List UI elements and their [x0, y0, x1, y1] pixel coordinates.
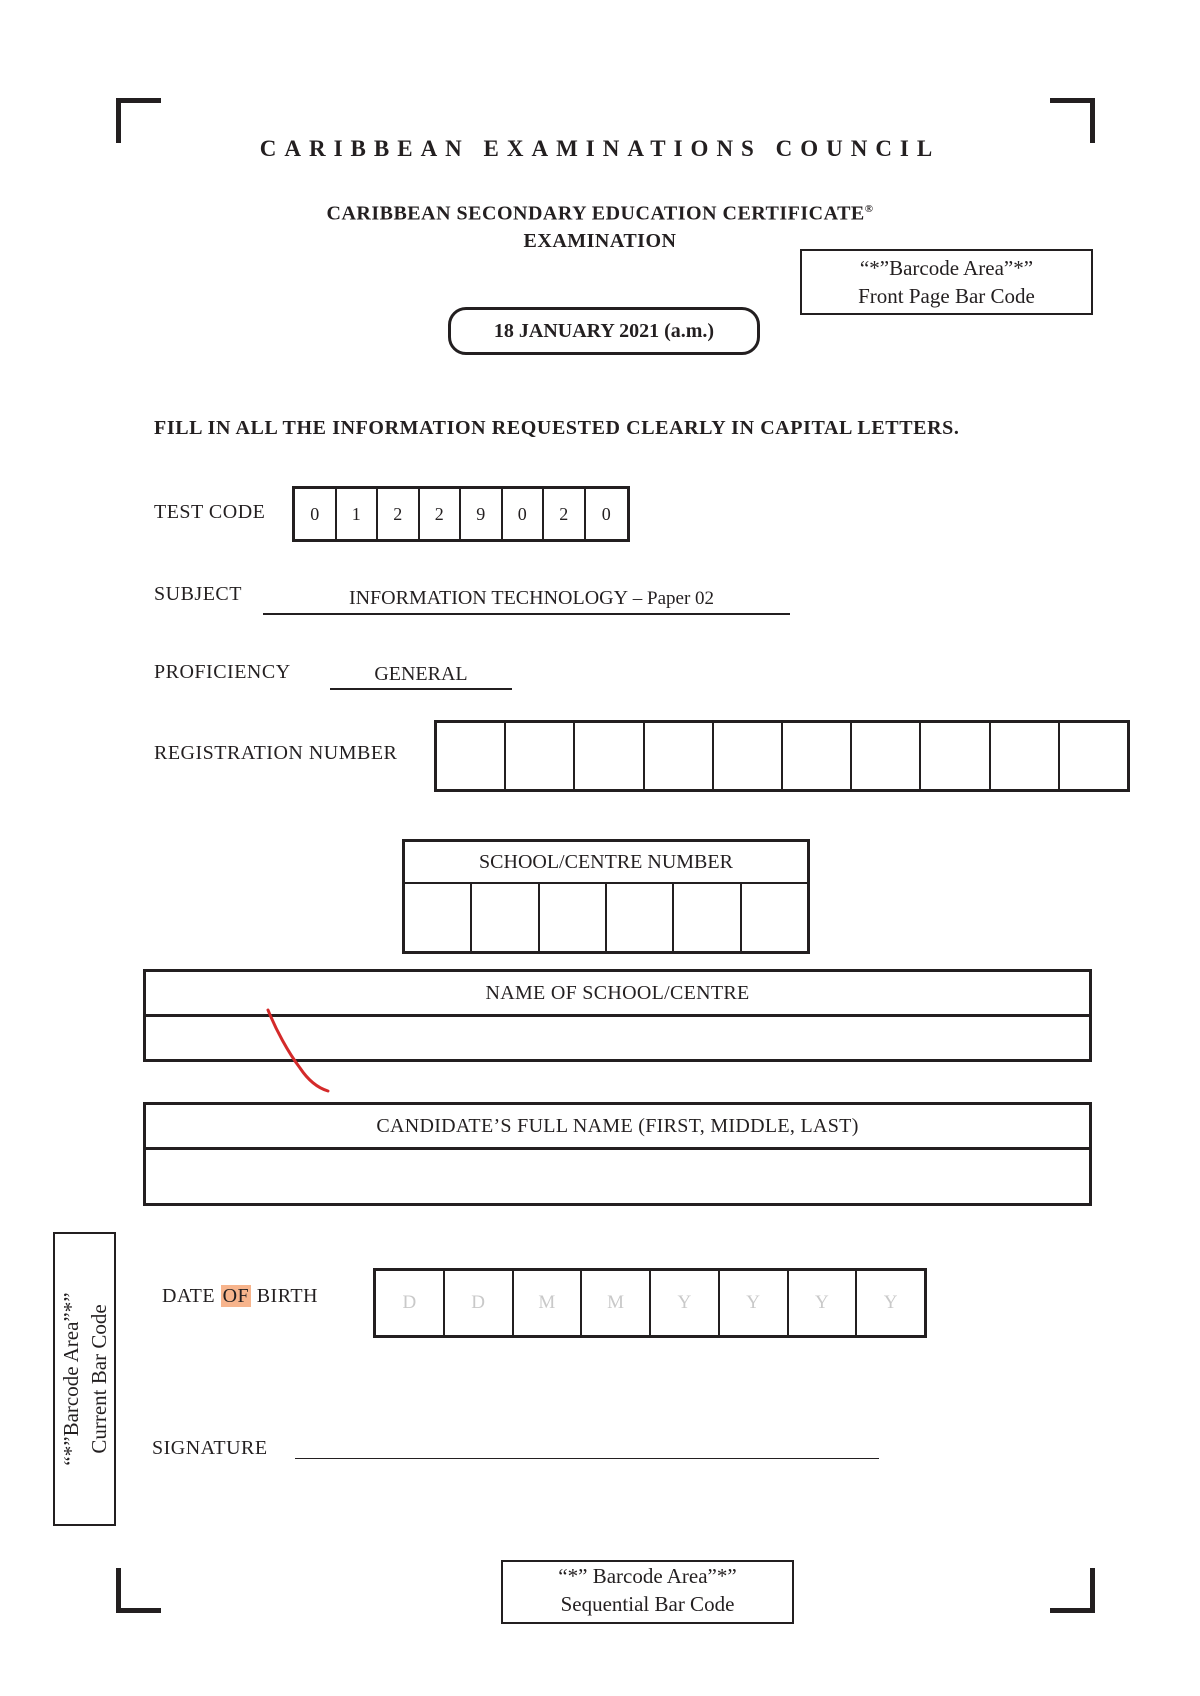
certificate-title [0, 196, 1200, 255]
certificate-title-line1: CARIBBEAN SECONDARY EDUCATION CERTIFICATE [326, 202, 865, 225]
certificate-title-line2: EXAMINATION [523, 229, 677, 252]
candidate-name-field[interactable] [146, 1150, 1089, 1206]
test-code-digit: 1 [337, 489, 379, 539]
front-barcode-line1: “*”Barcode Area”*” [859, 256, 1034, 280]
dob-day-box[interactable]: D [445, 1271, 514, 1335]
test-code-digit: 2 [378, 489, 420, 539]
school-centre-number-cell[interactable] [405, 884, 472, 954]
sequential-barcode-area [501, 1560, 794, 1624]
front-page-barcode-area [800, 249, 1093, 315]
test-code-grid [292, 486, 630, 542]
school-centre-number-label: SCHOOL/CENTRE NUMBER [405, 842, 807, 884]
sequential-barcode-line1: “*” Barcode Area”*” [558, 1564, 737, 1588]
name-of-school-box [143, 969, 1092, 1062]
school-centre-number-cell[interactable] [607, 884, 674, 954]
subject-dash: – [628, 588, 648, 609]
test-code-digit: 2 [544, 489, 586, 539]
registration-number-box[interactable] [991, 723, 1060, 789]
dob-label-part2: BIRTH [251, 1285, 318, 1307]
instruction-text: FILL IN ALL THE INFORMATION REQUESTED CLEARLY IN CAPITAL LETTERS. [154, 417, 960, 439]
test-code-digit: 0 [601, 503, 611, 524]
registration-number-box[interactable] [645, 723, 714, 789]
dob-year-box[interactable]: Y [789, 1271, 858, 1335]
current-barcode-line1: “*”Barcode Area”*” [58, 1292, 83, 1466]
front-barcode-line2: Front Page Bar Code [858, 284, 1035, 308]
sequential-barcode-line2: Sequential Bar Code [560, 1592, 735, 1616]
registration-number-grid [434, 720, 1130, 792]
signature-label: SIGNATURE [152, 1437, 268, 1459]
school-centre-number-cell[interactable] [472, 884, 539, 954]
date-of-birth-grid [373, 1268, 927, 1338]
subject-paper: Paper 02 [647, 588, 715, 609]
test-code-digit: 0 [503, 489, 545, 539]
current-barcode-line2: Current Bar Code [86, 1304, 111, 1454]
date-of-birth-label [162, 1285, 318, 1308]
registered-mark: ® [864, 203, 874, 215]
candidate-name-label: CANDIDATE’S FULL NAME (FIRST, MIDDLE, LAST) [146, 1105, 1089, 1150]
dob-label-part1: DATE [162, 1285, 221, 1307]
signature-line[interactable] [295, 1458, 879, 1459]
dob-year-box[interactable]: Y [883, 1292, 898, 1313]
name-of-school-field[interactable] [146, 1017, 1089, 1062]
registration-number-box[interactable] [714, 723, 783, 789]
dob-month-box[interactable]: M [582, 1271, 651, 1335]
exam-date-badge: 18 JANUARY 2021 (a.m.) [448, 307, 760, 355]
school-centre-number-cell[interactable] [674, 884, 741, 954]
corner-mark-bottom-right [1050, 1568, 1095, 1613]
registration-number-box[interactable] [852, 723, 921, 789]
school-centre-number-cell[interactable] [540, 884, 607, 954]
registration-number-box[interactable] [506, 723, 575, 789]
current-barcode-area [53, 1232, 116, 1526]
registration-number-box[interactable] [921, 723, 990, 789]
test-code-digit: 9 [461, 489, 503, 539]
dob-highlighted-word: OF [222, 1285, 250, 1307]
test-code-digit: 0 [295, 489, 337, 539]
registration-number-box[interactable] [575, 723, 644, 789]
subject-value: INFORMATION TECHNOLOGY [348, 587, 629, 609]
subject-field[interactable] [263, 584, 790, 615]
registration-number-box[interactable] [1060, 723, 1127, 789]
dob-year-box[interactable]: Y [651, 1271, 720, 1335]
test-code-label: TEST CODE [154, 501, 266, 523]
registration-number-label: REGISTRATION NUMBER [154, 742, 398, 764]
council-title: CARIBBEAN EXAMINATIONS COUNCIL [259, 136, 941, 161]
dob-year-box[interactable]: Y [720, 1271, 789, 1335]
proficiency-label: PROFICIENCY [154, 661, 291, 683]
registration-number-box[interactable] [437, 723, 506, 789]
dob-month-box[interactable]: M [514, 1271, 583, 1335]
subject-label: SUBJECT [154, 583, 242, 605]
dob-day-box[interactable]: D [376, 1271, 445, 1335]
name-of-school-label: NAME OF SCHOOL/CENTRE [146, 972, 1089, 1017]
school-centre-number-cell[interactable] [742, 884, 807, 954]
current-barcode-text [57, 1234, 113, 1524]
test-code-digit: 2 [420, 489, 462, 539]
candidate-name-box [143, 1102, 1092, 1206]
school-centre-number-box [402, 839, 810, 954]
corner-mark-bottom-left [116, 1568, 161, 1613]
registration-number-box[interactable] [783, 723, 852, 789]
proficiency-field[interactable]: GENERAL [330, 660, 512, 690]
